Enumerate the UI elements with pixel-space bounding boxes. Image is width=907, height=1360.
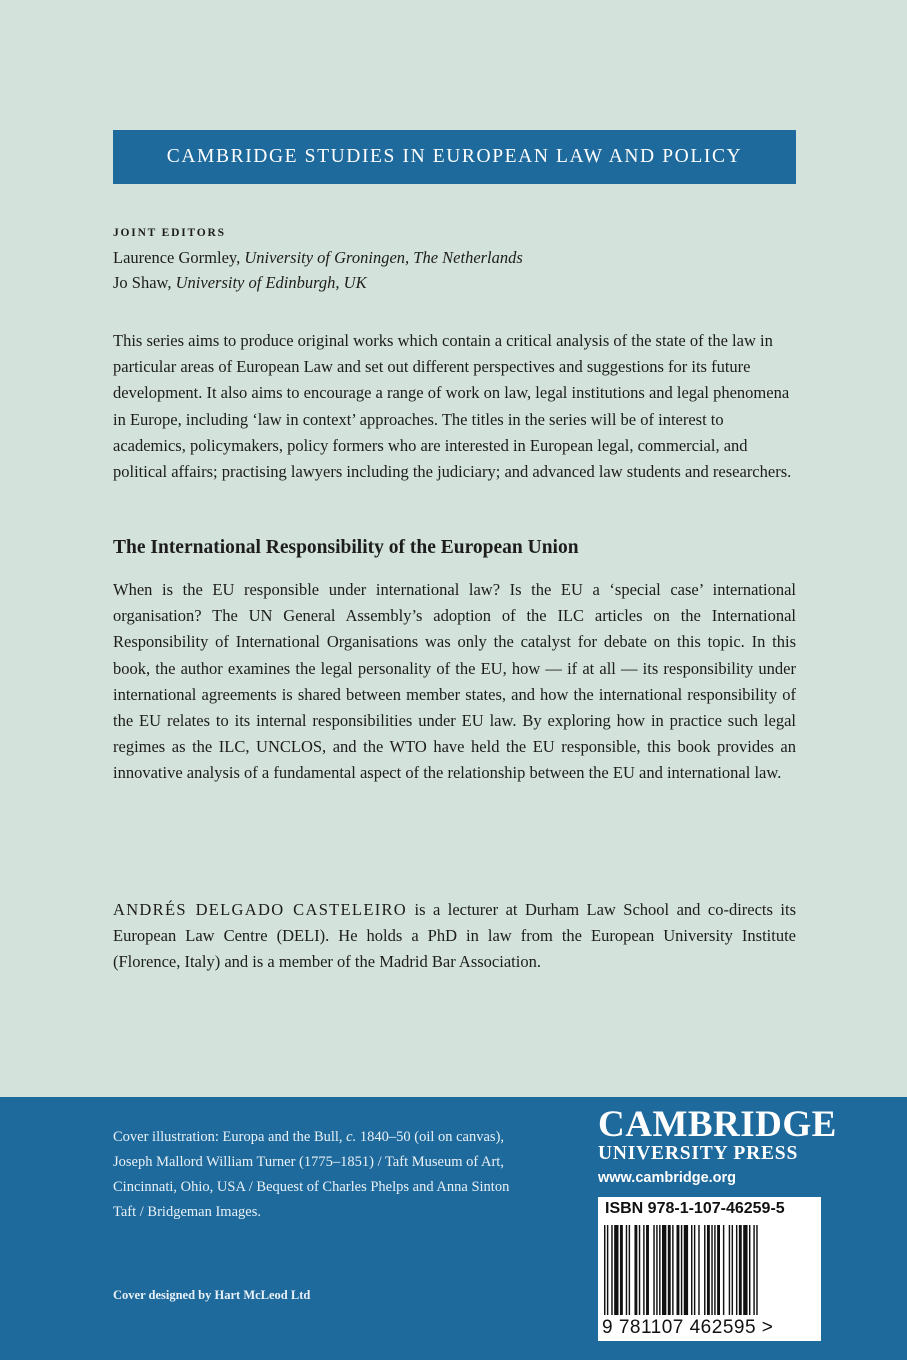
editor-affiliation: University of Edinburgh, UK	[175, 273, 367, 292]
editor-entry	[113, 270, 796, 295]
barcode-icon	[602, 1225, 817, 1315]
series-banner	[113, 130, 796, 184]
publisher-url: www.cambridge.org	[598, 1170, 737, 1186]
editor-entry	[113, 245, 796, 270]
book-title: The International Responsibility of the European Union	[113, 537, 579, 558]
series-title: CAMBRIDGE STUDIES IN EUROPEAN LAW AND POLICY	[166, 146, 743, 167]
cover-credit	[113, 1125, 523, 1225]
joint-editors	[113, 227, 796, 295]
isbn-text: ISBN 978-1-107-46259-5	[605, 1200, 785, 1217]
credit-text: 1840–50 (oil on canvas), Joseph Mallord William Turner (1775–1851) / Taft Museum of Art, Cincinnati, Ohio, USA / Bequest of Charles Phelps and Anna Sinton Taft / Bridgeman Images.	[113, 1129, 510, 1220]
publisher-logo-name: CAMBRIDGE	[598, 1104, 837, 1145]
author-bio	[113, 897, 796, 976]
author-name: ANDRÉS DELGADO CASTELEIRO	[113, 900, 408, 919]
footer-band	[0, 1097, 907, 1360]
barcode-digits: 9 781107 462595 >	[602, 1317, 774, 1338]
isbn-barcode-box	[598, 1197, 821, 1341]
book-description: When is the EU responsible under international law? Is the EU a ‘special case’ international organisation? The UN General Assembly’s adoption of the ILC articles on the International Responsibility of International Organisations was only the catalyst for debate on this topic. In this book, the author examines the legal personality of the EU, how — if at all — its responsibility under international agreements is shared between member states, and how the international responsibility of the EU relates to its internal responsibilities under EU law. By exploring how in practice such legal regimes as the ILC, UNCLOS, and the WTO have held the EU responsible, this book provides an innovative analysis of a fundamental aspect of the relationship between the EU and international law.	[113, 580, 796, 783]
editor-affiliation: University of Groningen, The Netherlands	[244, 248, 523, 267]
author-bio-text: is a lecturer at Durham Law School and co-directs its European Law Centre (DELI). He holds a PhD in law from the European University Institute (Florence, Italy) and is a member of the Madrid Bar Association.	[113, 900, 796, 972]
publisher-logo-press: UNIVERSITY PRESS	[598, 1143, 799, 1164]
editor-name: Laurence Gormley,	[113, 248, 245, 267]
cover-designer: Cover designed by Hart McLeod Ltd	[113, 1288, 311, 1302]
editors-label: JOINT EDITORS	[113, 227, 226, 239]
credit-circa: c.	[346, 1129, 357, 1145]
editor-name: Jo Shaw,	[113, 273, 176, 292]
credit-text: Cover illustration: Europa and the Bull,	[113, 1129, 347, 1145]
series-description: This series aims to produce original works which contain a critical analysis of the state of the law in particular areas of European Law and set out different perspectives and suggestions for its future development. It also aims to encourage a range of work on law, legal institutions and legal phenomena in Europe, including ‘law in context’ approaches. The titles in the series will be of interest to academics, policymakers, policy formers who are interested in European legal, commercial, and political affairs; practising lawyers including the judiciary; and advanced law students and researchers.	[113, 331, 792, 482]
